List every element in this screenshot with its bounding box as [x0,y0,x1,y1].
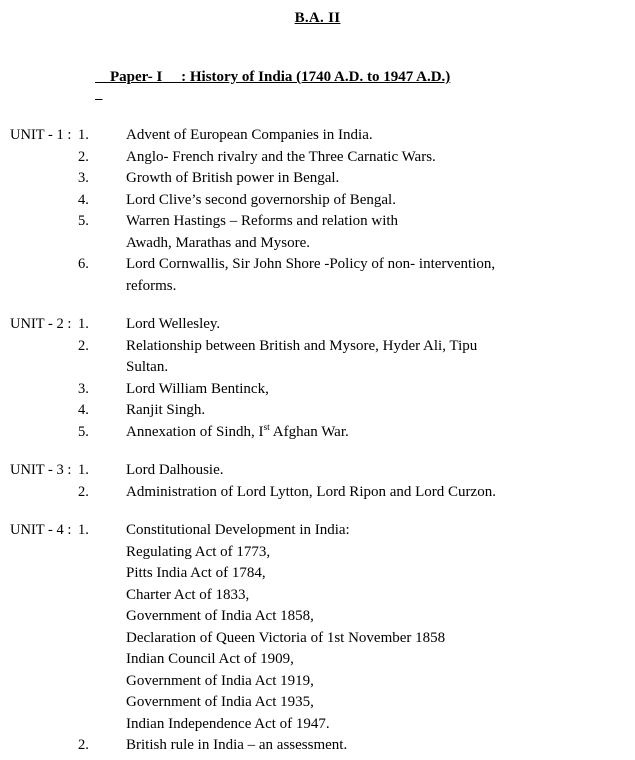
list-item [78,520,627,735]
list-item [78,482,627,504]
list-item-line: Warren Hastings – Reforms and relation with [126,213,399,229]
page-title: B.A. II [294,10,341,26]
list-item-number: 2. [78,483,89,500]
list-item-number: 5. [78,423,89,440]
list-item-line: Administration of Lord Lytton, Lord Ripon and Lord Curzon. [126,483,496,500]
list-item-line: Indian Independence Act of 1947. [126,715,330,732]
list-item-text [126,125,627,147]
list-item-text [126,147,627,169]
paper-label: Paper- I [110,69,163,85]
list-item-text [126,168,627,190]
list-item-number: 1. [78,316,89,332]
unit-label: UNIT - 1 : [10,127,72,143]
list-item-text [126,211,627,254]
list-item [78,211,627,254]
unit-block [0,314,635,443]
list-item-number: 6. [78,256,89,272]
list-item-text [126,520,627,735]
list-item-line: Government of India Act 1919, [126,672,314,689]
list-item-text [126,422,627,444]
unit-block [0,520,635,757]
list-item-line: Relationship between British and Mysore, Hyder Ali, Tipu [126,337,478,354]
unit-block [0,125,635,297]
paper-subject: : History of India (1740 A.D. to 1947 A.D.) [181,69,451,85]
list-item-text [126,482,627,504]
list-item-number: 5. [78,213,89,229]
list-item [78,336,627,379]
list-item-line: Sultan. [126,359,169,375]
list-item-line: Charter Act of 1833, [126,586,250,603]
paper-heading [0,52,635,103]
list-item-text [126,379,627,401]
list-item-number: 1. [78,522,89,538]
list-item-line: Lord William Bentinck, [126,380,269,397]
list-item-line: Advent of European Companies in India. [126,127,373,143]
list-item [78,190,627,212]
unit-items [78,125,635,297]
list-item-line: Regulating Act of 1773, [126,543,271,560]
unit-label: UNIT - 2 : [10,316,72,332]
list-item [78,147,627,169]
list-item-line: Indian Council Act of 1909, [126,651,294,667]
list-item-number: 4. [78,402,89,418]
document-page [0,10,635,760]
list-item-number: 3. [78,380,89,397]
list-item-line: Constitutional Development in India: [126,522,350,538]
list-item-number: 4. [78,191,89,208]
list-item [78,254,627,297]
list-item-line: British rule in India – an assessment. [126,737,348,753]
paper-separator [162,69,181,85]
list-item [78,422,627,444]
list-item-text [126,336,627,379]
list-item-number: 2. [78,148,89,165]
list-item [78,379,627,401]
list-item-text [126,460,627,482]
list-item-line: Government of India Act 1858, [126,608,314,624]
list-item-text [126,314,627,336]
unit-items [78,520,635,757]
list-item-number: 1. [78,462,89,478]
list-item-line: reforms. [126,277,177,294]
list-item [78,125,627,147]
list-item-text [126,400,627,422]
list-item-number: 2. [78,737,89,753]
list-item-line: Awadh, Marathas and Mysore. [126,234,310,251]
list-item-line: Lord Clive’s second governorship of Bengal. [126,191,396,208]
list-item-line: Declaration of Queen Victoria of 1st November 1858 [126,629,446,646]
list-item-line: Government of India Act 1935, [126,694,314,710]
unit-items [78,314,635,443]
list-item [78,460,627,482]
list-item-number: 2. [78,337,89,354]
list-item [78,400,627,422]
list-item [78,168,627,190]
list-item-text [126,735,627,757]
unit-label: UNIT - 3 : [10,462,72,478]
unit-list [0,125,635,757]
unit-items [78,460,635,503]
list-item [78,314,627,336]
list-item-line: Lord Wellesley. [126,316,221,332]
list-item [78,735,627,757]
unit-label: UNIT - 4 : [10,522,72,538]
list-item-line: Lord Dalhousie. [126,462,224,478]
list-item-line: Growth of British power in Bengal. [126,170,340,186]
list-item-line: Annexation of Sindh, Ist Afghan War. [126,422,349,440]
list-item-line: Ranjit Singh. [126,402,206,418]
list-item-line: Lord Cornwallis, Sir John Shore -Policy of non- intervention, [126,256,496,272]
list-item-number: 3. [78,170,89,186]
list-item-text [126,190,627,212]
unit-block [0,460,635,503]
list-item-text [126,254,627,297]
list-item-line: Anglo- French rivalry and the Three Carnatic Wars. [126,148,436,165]
list-item-number: 1. [78,127,89,143]
list-item-line: Pitts India Act of 1784, [126,565,266,581]
